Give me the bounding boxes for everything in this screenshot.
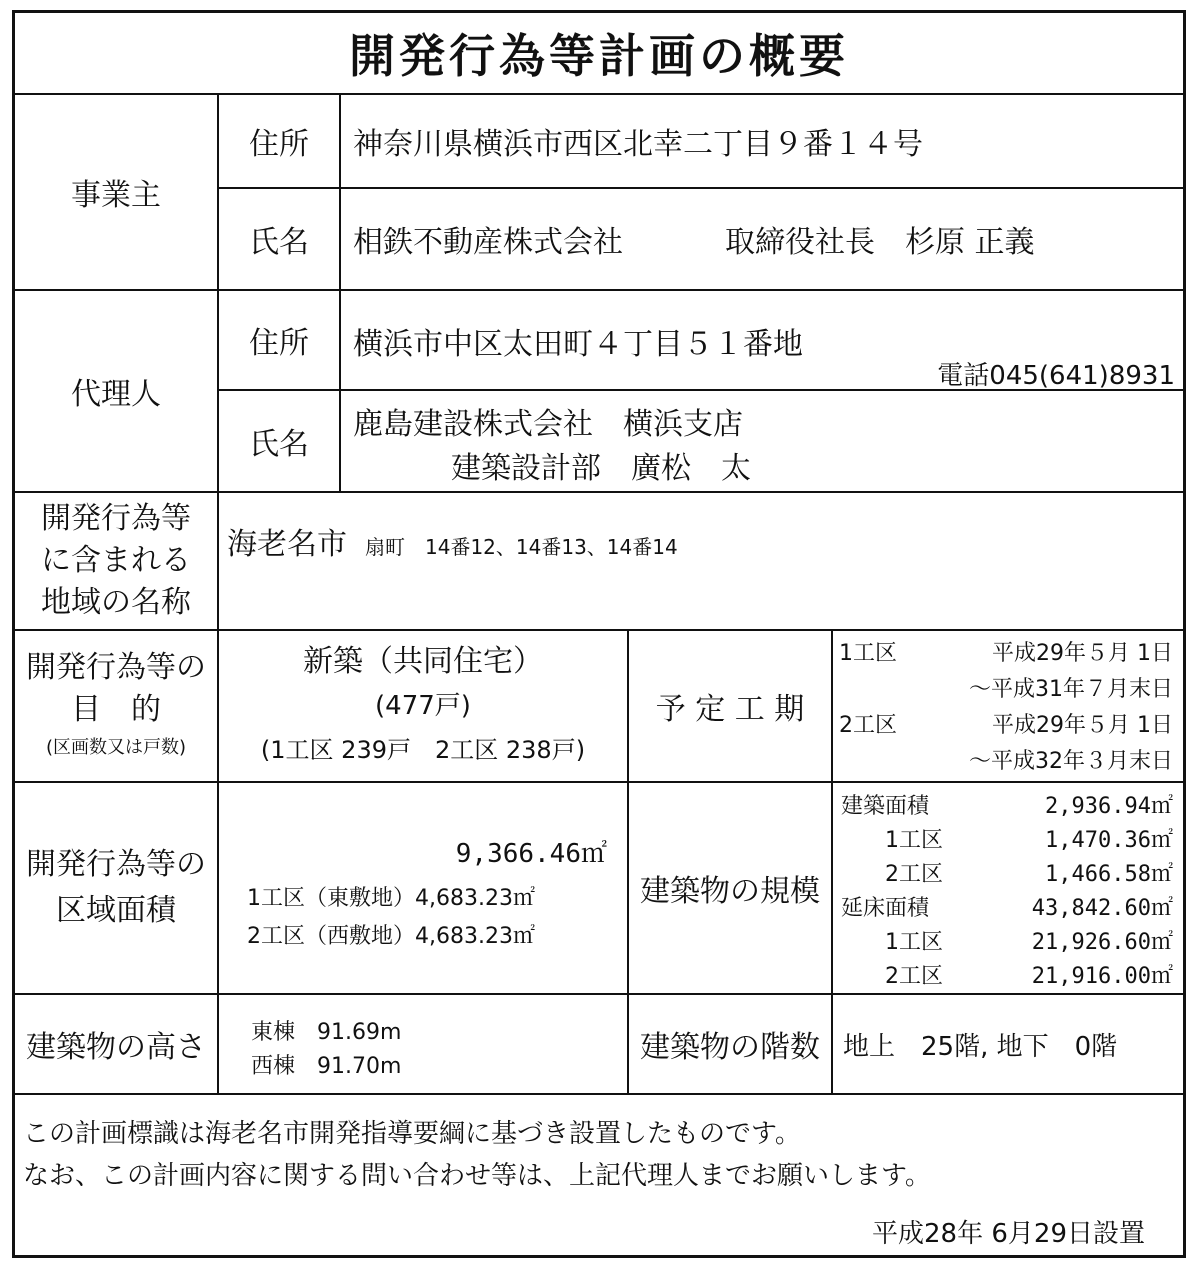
scale-row [833,787,1181,821]
scale-row [833,855,1181,889]
rule [217,491,219,629]
area-name-label-line: 地域の名称 [41,585,191,620]
area-name-value [227,519,1167,563]
owner-label: 事業主 [71,178,161,213]
purpose-label-note: (区画数又は戸数) [45,737,187,758]
schedule-date: 平成29年５月 1日 [992,640,1173,666]
footer-line1: この計画標識は海老名市開発指導要綱に基づき設置したものです。 [23,1119,801,1149]
schedule-zone: 1工区 [839,640,897,666]
scale-value: 21,926.60㎡ [1031,929,1173,955]
agent-phone: 電話045(641)8931 [937,361,1175,391]
scale-row [833,889,1181,923]
floors-label: 建築物の階数 [640,1030,820,1065]
scale-item: 2工区 [885,963,943,989]
scale-item: 延床面積 [841,895,930,921]
scale-row [833,957,1181,991]
owner-address: 神奈川県横浜市西区北幸二丁目９番１４号 [353,127,923,162]
agent-name-line2: 建築設計部 廣松 太 [451,451,751,486]
height-label: 建築物の高さ [26,1030,206,1065]
owner-address-label: 住所 [249,127,309,162]
schedule-zone: 2工区 [839,712,897,738]
agent-address-label: 住所 [249,326,309,361]
schedule-row [833,741,1181,777]
footer-date: 平成28年 6月29日設置 [872,1219,1145,1249]
footer-line2: なお、この計画内容に関する問い合わせ等は、上記代理人までお願いします。 [23,1161,931,1191]
scale-row [833,923,1181,957]
scale-row [833,821,1181,855]
schedule-date: ～平成31年７月末日 [969,676,1173,702]
agent-name-label: 氏名 [249,427,309,462]
owner-representative: 取締役社長 杉原 正義 [725,225,1035,260]
purpose-label-line: 目 的 [71,692,161,727]
schedule-row [833,633,1181,669]
purpose-label [15,631,217,781]
schedule-table [833,633,1181,779]
schedule-row [833,705,1181,741]
site-area-label [15,783,217,993]
floors-value: 地上 25階, 地下 0階 [843,1031,1118,1062]
purpose-line3: (1工区 239戸 2工区 238戸) [260,736,586,764]
height-west: 西棟 91.70m [251,1054,402,1079]
site-area-label-line: 開発行為等の [26,847,206,882]
schedule-date: ～平成32年３月末日 [969,748,1173,774]
purpose-line1: 新築（共同住宅） [303,644,543,679]
scale-value: 1,466.58㎡ [1045,861,1173,887]
area-name-label-line: に含まれる [41,543,191,578]
plan-sign [12,10,1186,1258]
scale-item: 2工区 [885,861,943,887]
area-city: 海老名市 [227,527,347,562]
site-area-label-line: 区域面積 [56,893,176,928]
area-name-label [15,493,217,629]
scale-value: 43,842.60㎡ [1031,895,1173,921]
scale-value: 2,936.94㎡ [1045,793,1173,819]
site-area-zone2: 2工区（西敷地）4,683.23㎡ [247,924,535,949]
scale-table [833,787,1181,991]
scale-value: 21,916.00㎡ [1031,963,1173,989]
scale-item: 1工区 [885,929,943,955]
purpose-value [219,631,627,781]
scale-item: 建築面積 [841,793,930,819]
schedule-date: 平成29年５月 1日 [992,712,1173,738]
owner-company: 相鉄不動産株式会社 [353,225,623,260]
agent-label: 代理人 [71,377,161,412]
scale-label: 建築物の規模 [640,874,820,909]
agent-name-line1: 鹿島建設株式会社 横浜支店 [353,407,743,442]
schedule-row [833,669,1181,705]
purpose-line2: (477戸) [375,691,471,721]
owner-name-label: 氏名 [249,225,309,260]
rule [15,1093,1183,1095]
agent-address: 横浜市中区太田町４丁目５１番地 [353,327,803,362]
height-east: 東棟 91.69m [251,1020,402,1045]
area-name-label-line: 開発行為等 [41,501,191,536]
site-area-total: 9,366.46㎡ [455,839,607,869]
site-area-zone1: 1工区（東敷地）4,683.23㎡ [247,886,535,911]
scale-value: 1,470.36㎡ [1045,827,1173,853]
sign-title: 開発行為等計画の概要 [349,29,849,83]
area-detail: 扇町 14番12、14番13、14番14 [365,535,678,559]
purpose-label-line: 開発行為等の [26,650,206,685]
scale-item: 1工区 [885,827,943,853]
schedule-label: 予 定 工 期 [655,692,805,727]
